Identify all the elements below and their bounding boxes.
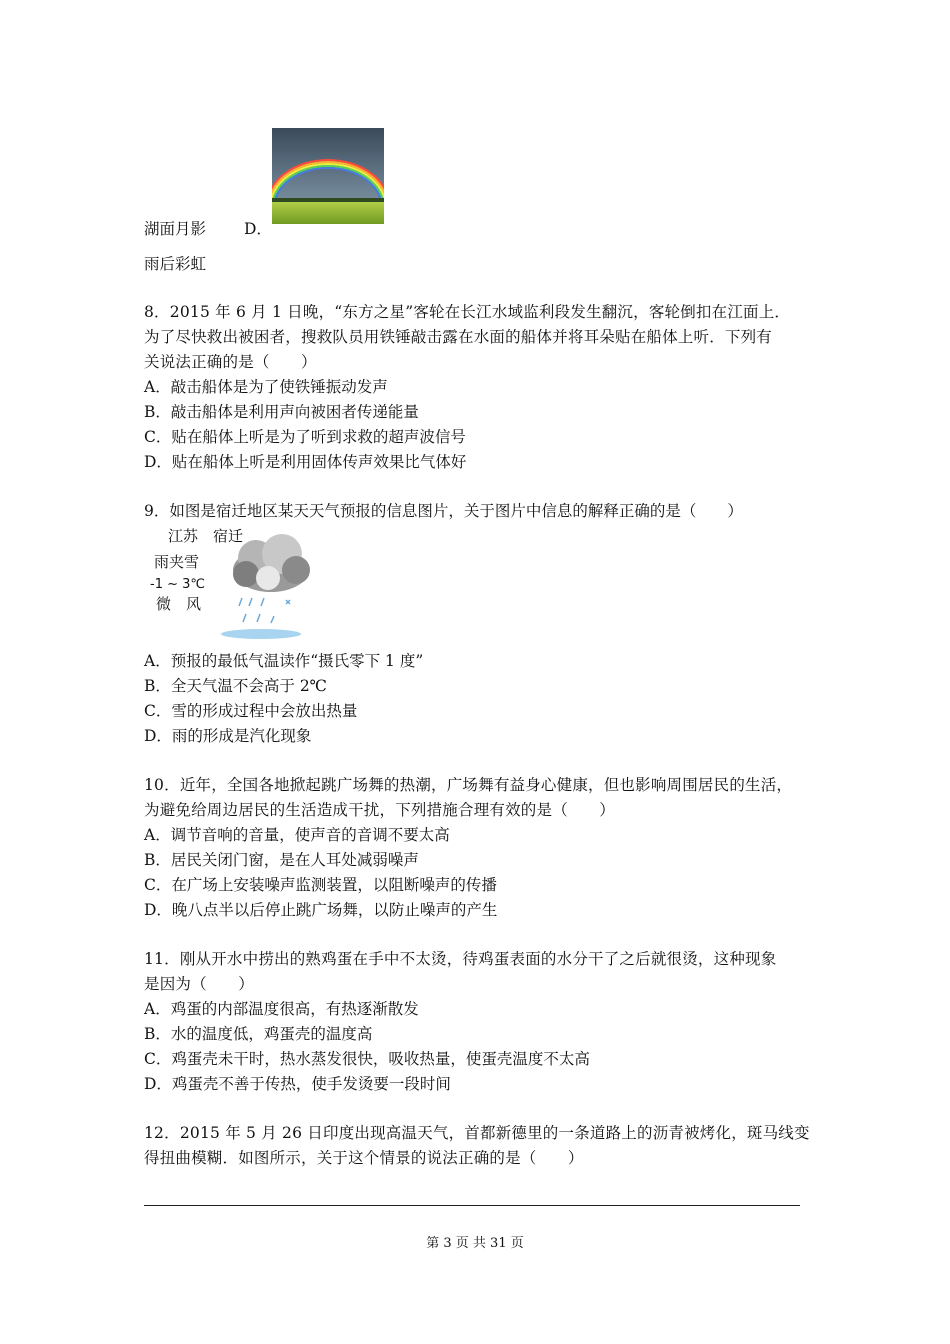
q9-option-b: B．全天气温不会高于 2℃ <box>144 677 328 695</box>
weather-type-label: 雨夹雪 <box>154 553 200 571</box>
q11-option-c: C．鸡蛋壳未干时，热水蒸发很快，吸收热量，使蛋壳温度不太高 <box>144 1050 590 1068</box>
weather-forecast-figure <box>146 522 316 642</box>
q11-option-d: D．鸡蛋壳不善于传热，使手发烫要一段时间 <box>144 1075 451 1093</box>
q11-stem-line-2: 是因为（ ） <box>144 975 254 993</box>
weather-temp-label: -1 ~ 3℃ <box>150 577 205 592</box>
q10-stem-line-1: 10．近年，全国各地掀起跳广场舞的热潮，广场舞有益身心健康，但也影响周围居民的生活， <box>144 776 793 794</box>
q8-option-d: D．贴在船体上听是利用固体传声效果比气体好 <box>144 453 467 471</box>
q11-stem-line-1: 11．刚从开水中捞出的熟鸡蛋在手中不太烫，待鸡蛋表面的水分干了之后就很烫，这种现象 <box>144 950 777 968</box>
weather-region-label: 江苏 宿迁 <box>168 527 244 545</box>
q10-option-b: B．居民关闭门窗，是在人耳处减弱噪声 <box>144 851 419 869</box>
q8-stem-line-3: 关说法正确的是（ ） <box>144 353 317 371</box>
q10-option-a: A．调节音响的音量，使声音的音调不要太高 <box>144 826 450 844</box>
q11-option-b: B．水的温度低，鸡蛋壳的温度高 <box>144 1025 373 1043</box>
weather-wind-label: 微 风 <box>156 595 202 613</box>
sleet-icon <box>239 598 290 623</box>
q12-stem-line-2: 得扭曲模糊．如图所示，关于这个情景的说法正确的是（ ） <box>144 1149 584 1167</box>
q8-option-a: A．敲击船体是为了使铁锤振动发声 <box>144 378 388 396</box>
q12-stem-line-1: 12．2015 年 5 月 26 日印度出现高温天气，首都新德里的一条道路上的沥青被烤化，斑马线变 <box>144 1124 810 1142</box>
page-number: 第 3 页 共 31 页 <box>426 1236 524 1251</box>
q9-option-d: D．雨的形成是汽化现象 <box>144 727 312 745</box>
q8-option-c: C．贴在船体上听是为了听到求救的超声波信号 <box>144 428 466 446</box>
q10-option-d: D．晚八点半以后停止跳广场舞，以防止噪声的产生 <box>144 901 498 919</box>
footer-divider <box>144 1205 800 1206</box>
q7-option-c-tail: 湖面月影 <box>144 220 207 238</box>
q8-option-b: B．敲击船体是利用声向被困者传递能量 <box>144 403 419 421</box>
puddle-icon <box>221 629 301 639</box>
q11-option-a: A．鸡蛋的内部温度很高，有热逐渐散发 <box>144 1000 419 1018</box>
rainbow-photo <box>272 128 384 224</box>
q7-option-d-letter: D． <box>244 220 272 238</box>
q8-stem-line-2: 为了尽快救出被困者，搜救队员用铁锤敲击露在水面的船体并将耳朵贴在船体上听．下列有 <box>144 328 773 346</box>
q8-stem-line-1: 8．2015 年 6 月 1 日晚，“东方之星”客轮在长江水域监利段发生翻沉，客轮倒扣在江面上． <box>144 303 791 321</box>
q9-stem: 9．如图是宿迁地区某天天气预报的信息图片，关于图片中信息的解释正确的是（ ） <box>144 502 743 520</box>
q10-stem-line-2: 为避免给周边居民的生活造成干扰，下列措施合理有效的是（ ） <box>144 801 616 819</box>
q10-option-c: C．在广场上安装噪声监测装置，以阻断噪声的传播 <box>144 876 497 894</box>
q9-option-c: C．雪的形成过程中会放出热量 <box>144 702 358 720</box>
q9-option-a: A．预报的最低气温读作“摄氏零下 1 度” <box>144 652 424 670</box>
cloud-icon <box>233 534 310 592</box>
q7-option-d-text: 雨后彩虹 <box>144 255 207 273</box>
